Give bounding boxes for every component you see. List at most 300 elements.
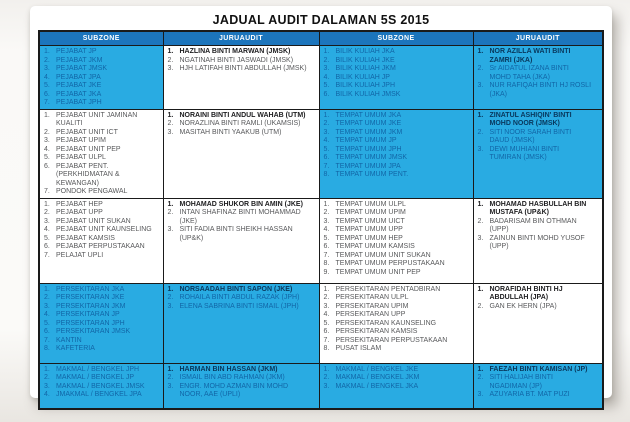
item-number: 2. <box>44 56 50 64</box>
subzone-item <box>42 112 161 129</box>
subzone-item <box>322 345 471 354</box>
item-number: 2. <box>323 294 330 301</box>
juruaudit-cell <box>163 109 319 198</box>
auditor-item <box>166 120 317 129</box>
subzone-item <box>42 252 161 261</box>
item-text: NUR RAFIQAH BINTI HJ ROSLI (JKA) <box>489 82 592 98</box>
item-number: 1. <box>44 200 50 208</box>
subzone-item <box>42 209 161 218</box>
subzone-item <box>322 328 471 337</box>
item-text: MAKMAL / BENGKEL JPH <box>56 365 140 373</box>
subzone-item <box>42 374 161 383</box>
item-text: HARMAN BIN HASSAN (JKM) <box>179 365 278 373</box>
subzone-item <box>322 269 471 278</box>
item-text: TEMPAT UMUM JPH <box>335 145 402 153</box>
item-number: 5. <box>44 82 50 89</box>
item-number: 6. <box>323 328 330 335</box>
item-text: KANTIN <box>56 336 82 344</box>
item-number: 8. <box>323 260 330 267</box>
subzone-cell <box>319 109 473 198</box>
item-text: PERSEKITARAN JMSK <box>56 328 131 335</box>
auditor-item <box>476 303 601 312</box>
item-text: TEMPAT UMUM KAMSIS <box>335 243 415 250</box>
item-number: 6. <box>323 154 330 161</box>
item-number: 2. <box>167 209 174 216</box>
item-text: SITI FADIA BINTI SHEIKH HASSAN (UP&K) <box>179 226 293 242</box>
item-number: 4. <box>44 311 50 318</box>
item-text: NORAZLINA BINTI RAMLI (UKAMSIS) <box>179 120 301 127</box>
subzone-item <box>42 311 161 320</box>
item-text: PEJABAT ULPL <box>56 154 106 161</box>
subzone-item <box>322 154 471 163</box>
auditor-item <box>166 383 317 400</box>
auditor-item <box>476 218 601 235</box>
subzone-item <box>42 91 161 100</box>
slide <box>30 6 612 398</box>
table-row <box>39 363 603 409</box>
auditor-item <box>166 129 317 138</box>
subzone-item <box>322 112 471 121</box>
item-text: ISMAIL BIN ABD RAHMAN (JKM) <box>179 374 285 381</box>
item-number: 2. <box>167 294 174 301</box>
item-number: 8. <box>323 345 330 352</box>
juruaudit-cell <box>163 363 319 409</box>
item-number: 3. <box>167 302 174 310</box>
subzone-item <box>42 243 161 252</box>
item-number: 1. <box>44 111 50 119</box>
item-number: 2. <box>44 209 50 216</box>
item-text: ZINATUL ASHIQIN' BINTI MOHD NOOR (JMSK) <box>489 111 572 127</box>
item-number: 1. <box>323 285 330 293</box>
item-text: PEJABAT PERPUSTAKAAN <box>56 243 145 250</box>
item-text: TEMPAT UMUM JMSK <box>335 154 408 161</box>
subzone-item <box>42 391 161 400</box>
item-number: 7. <box>44 336 50 344</box>
juruaudit-cell <box>473 363 603 409</box>
item-text: PEJABAT UPIM <box>56 137 106 144</box>
item-number: 1. <box>323 365 330 373</box>
subzone-item <box>322 235 471 244</box>
item-text: TEMPAT UMUM JKM <box>335 128 403 136</box>
item-number: 7. <box>323 251 330 259</box>
item-number: 5. <box>323 234 330 242</box>
item-number: 7. <box>44 188 50 195</box>
item-text: PERSEKITARAN PERPUSTAKAAN <box>335 336 448 344</box>
subzone-item <box>42 235 161 244</box>
subzone-item <box>42 154 161 163</box>
table-row <box>39 198 603 283</box>
subzone-item <box>42 345 161 354</box>
subzone-item <box>322 137 471 146</box>
item-text: PEJABAT JKA <box>56 90 102 98</box>
item-text: BILIK KULIAH JMSK <box>335 90 401 98</box>
column-header-subzone-left: SUBZONE <box>39 31 163 46</box>
column-header-juruaudit-right: JURUAUDIT <box>473 31 603 46</box>
item-text: TEMPAT UMUM PERPUSTAKAAN <box>335 260 445 267</box>
subzone-item <box>322 294 471 303</box>
item-number: 4. <box>44 226 50 233</box>
subzone-item <box>42 286 161 295</box>
item-text: PUSAT ISLAM <box>335 345 382 352</box>
item-text: BILIK KULIAH JKA <box>335 48 395 55</box>
subzone-item <box>322 209 471 218</box>
item-number: 4. <box>44 391 50 398</box>
item-text: MASITAH BINTI YAAKUB (UTM) <box>179 128 282 136</box>
item-number: 6. <box>44 243 50 250</box>
item-number: 3. <box>167 128 174 136</box>
item-text: TEMPAT UMUM UNIT SUKAN <box>335 251 431 259</box>
item-number: 3. <box>167 382 174 390</box>
item-text: BILIK KULIAH JPH <box>335 82 396 89</box>
item-text: NORSAADAH BINTI SAPON (JKE) <box>179 285 293 293</box>
juruaudit-cell <box>473 109 603 198</box>
juruaudit-cell <box>473 283 603 363</box>
audit-schedule-table <box>38 30 604 410</box>
subzone-cell <box>39 46 163 110</box>
auditor-item <box>166 112 317 121</box>
subzone-item <box>322 320 471 329</box>
item-text: PEJABAT JKE <box>56 82 102 89</box>
subzone-item <box>322 303 471 312</box>
subzone-item <box>322 226 471 235</box>
item-number: 2. <box>323 120 330 127</box>
subzone-item <box>322 129 471 138</box>
item-number: 2. <box>477 65 484 72</box>
subzone-item <box>42 218 161 227</box>
table-row <box>39 46 603 110</box>
subzone-item <box>322 146 471 155</box>
subzone-item <box>42 65 161 74</box>
item-number: 2. <box>323 56 330 64</box>
subzone-item <box>322 286 471 295</box>
item-text: PERSEKITARAN JP <box>56 311 120 318</box>
item-text: DEWI MUHIANI BINTI TUMIRAN (JMSK) <box>489 145 560 161</box>
auditor-item <box>476 129 601 146</box>
auditor-item <box>476 112 601 129</box>
item-text: TEMPAT UMUM ULPL <box>335 200 406 208</box>
item-number: 5. <box>323 82 330 89</box>
auditor-item <box>476 235 601 252</box>
item-text: TEMPAT UMUM JP <box>335 137 397 144</box>
item-text: BILIK KULIAH JKM <box>335 65 396 72</box>
item-number: 3. <box>323 382 330 390</box>
item-text: PEJABAT PENT. (PERKHIDMATAN & KEWANGAN) <box>56 162 120 187</box>
item-number: 2. <box>44 294 50 301</box>
item-text: ELENA SABRINA BINTI ISMAIL (JPH) <box>179 302 299 310</box>
item-number: 3. <box>323 65 330 72</box>
item-text: MOHAMAD SHUKOR BIN AMIN (JKE) <box>179 200 303 208</box>
item-number: 3. <box>323 217 330 225</box>
item-number: 6. <box>323 90 330 98</box>
subzone-item <box>322 201 471 210</box>
table-header <box>39 31 603 46</box>
juruaudit-cell <box>163 46 319 110</box>
item-text: PEJABAT UPP <box>56 209 103 216</box>
item-number: 5. <box>44 319 50 327</box>
item-text: MOHAMAD HASBULLAH BIN MUSTAFA (UP&K) <box>489 200 587 216</box>
juruaudit-cell <box>163 283 319 363</box>
subzone-item <box>42 337 161 346</box>
item-text: TEMPAT UMUM UNIT PEP <box>335 268 421 276</box>
item-text: TEMPAT UMUM UICT <box>335 217 405 225</box>
subzone-item <box>322 91 471 100</box>
item-text: BADARISAM BIN OTHMAN (UPP) <box>489 217 577 233</box>
item-text: PERSEKITARAN JKA <box>56 285 125 293</box>
item-number: 6. <box>44 328 50 335</box>
item-text: PONDOK PENGAWAL <box>56 188 128 195</box>
subzone-item <box>322 82 471 91</box>
item-number: 3. <box>477 391 484 398</box>
item-number: 3. <box>44 137 50 144</box>
item-number: 2. <box>44 374 50 381</box>
subzone-item <box>322 120 471 129</box>
item-number: 2. <box>477 374 484 381</box>
subzone-item <box>322 163 471 172</box>
item-text: TEMPAT UMUM JKE <box>335 120 402 127</box>
page-title: JADUAL AUDIT DALAMAN 5S 2015 <box>212 13 430 27</box>
subzone-item <box>322 311 471 320</box>
item-text: AZUYARIA BT. MAT PUZI <box>489 391 570 398</box>
item-number: 7. <box>323 336 330 344</box>
auditor-item <box>166 294 317 303</box>
subzone-item <box>322 383 471 392</box>
item-number: 1. <box>477 111 484 119</box>
auditor-item <box>476 48 601 65</box>
item-text: PERSEKITARAN PENTADBIRAN <box>335 285 441 293</box>
subzone-item <box>42 226 161 235</box>
subzone-cell <box>319 46 473 110</box>
item-number: 3. <box>167 65 174 72</box>
item-text: BILIK KULIAH JKE <box>335 56 395 64</box>
item-text: MAKMAL / BENGKEL JMSK <box>56 382 145 390</box>
item-text: MAKMAL / BENGKEL JP <box>56 374 135 381</box>
item-number: 4. <box>44 145 50 153</box>
item-number: 8. <box>323 171 330 178</box>
subzone-item <box>42 383 161 392</box>
item-number: 1. <box>167 285 174 293</box>
item-number: 7. <box>44 99 50 106</box>
juruaudit-cell <box>473 46 603 110</box>
subzone-item <box>42 303 161 312</box>
item-number: 2. <box>323 209 330 216</box>
item-text: NORAINI BINTI ANDUL WAHAB (UTM) <box>179 111 306 119</box>
item-number: 1. <box>477 48 484 55</box>
item-number: 1. <box>477 365 484 373</box>
item-text: TEMPAT UMUM UPP <box>335 226 403 233</box>
item-number: 3. <box>44 217 50 225</box>
item-number: 5. <box>323 319 330 327</box>
item-number: 2. <box>167 120 174 127</box>
item-number: 1. <box>323 111 330 119</box>
subzone-item <box>42 163 161 189</box>
item-text: PEJABAT HEP <box>56 200 103 208</box>
item-text: PEJABAT JMSK <box>56 65 108 72</box>
item-text: PEJABAT UNIT PEP <box>56 145 121 153</box>
item-text: PERSEKITARAN JKM <box>56 302 126 310</box>
item-number: 1. <box>167 365 174 373</box>
subzone-item <box>322 366 471 375</box>
subzone-cell <box>319 198 473 283</box>
item-number: 1. <box>44 365 50 373</box>
item-text: TEMPAT UMUM PENT. <box>335 171 409 178</box>
item-text: MAKMAL / BENGKEL JKA <box>335 382 419 390</box>
item-text: SITI NOOR SARAH BINTI DAUD (JMSK) <box>489 128 572 144</box>
item-number: 2. <box>477 302 484 310</box>
item-text: PEJABAT JKM <box>56 56 103 64</box>
item-text: Sr AIDATUL IZANA BINTI MOHD TAHA (JKA) <box>489 65 569 81</box>
subzone-item <box>322 171 471 180</box>
auditor-item <box>476 391 601 400</box>
subzone-item <box>322 57 471 66</box>
table-row <box>39 283 603 363</box>
subzone-item <box>42 137 161 146</box>
item-number: 1. <box>167 200 174 208</box>
item-number: 1. <box>167 111 174 119</box>
item-number: 3. <box>44 382 50 390</box>
item-number: 4. <box>323 73 330 81</box>
subzone-item <box>42 74 161 83</box>
item-text: PERSEKITARAN UPIM <box>335 302 409 310</box>
subzone-item <box>322 48 471 57</box>
item-number: 4. <box>323 311 330 318</box>
column-header-juruaudit-left: JURUAUDIT <box>163 31 319 46</box>
item-text: BILIK KULIAH JP <box>335 73 390 81</box>
auditor-item <box>166 366 317 375</box>
subzone-cell <box>319 283 473 363</box>
item-number: 3. <box>477 82 484 89</box>
item-text: PEJABAT JPH <box>56 99 102 106</box>
item-text: TEMPAT UMUM HEP <box>335 234 403 242</box>
subzone-item <box>42 48 161 57</box>
subzone-item <box>42 99 161 108</box>
item-number: 2. <box>44 128 50 136</box>
table-row <box>39 109 603 198</box>
auditor-item <box>476 82 601 99</box>
subzone-item <box>322 218 471 227</box>
item-number: 7. <box>323 162 330 170</box>
item-text: INTAN SHAFINAZ BINTI MOHAMMAD (JKE) <box>179 209 301 225</box>
item-number: 5. <box>323 145 330 153</box>
subzone-cell <box>39 283 163 363</box>
item-number: 2. <box>477 128 484 136</box>
item-number: 2. <box>477 217 484 225</box>
item-text: GAN EK HERN (JPA) <box>489 302 557 310</box>
item-number: 2. <box>167 56 174 64</box>
item-text: KAFETERIA <box>56 345 95 352</box>
column-header-subzone-right: SUBZONE <box>319 31 473 46</box>
item-number: 9. <box>323 268 330 276</box>
item-number: 7. <box>44 251 50 259</box>
item-number: 3. <box>44 302 50 310</box>
item-text: PERSEKITARAN KAMSIS <box>335 328 418 335</box>
item-number: 3. <box>477 145 484 153</box>
juruaudit-cell <box>473 198 603 283</box>
item-text: TEMPAT UMUM JPA <box>335 162 401 170</box>
juruaudit-cell <box>163 198 319 283</box>
item-number: 3. <box>477 234 484 242</box>
subzone-item <box>42 320 161 329</box>
subzone-item <box>42 201 161 210</box>
item-number: 1. <box>477 285 484 293</box>
item-number: 1. <box>323 48 330 55</box>
item-text: TEMPAT UMUM UPIM <box>335 209 406 216</box>
item-text: PEJABAT KAMSIS <box>56 234 115 242</box>
item-text: PERSEKITARAN ULPL <box>335 294 409 301</box>
auditor-item <box>166 286 317 295</box>
item-number: 1. <box>323 200 330 208</box>
item-number: 1. <box>167 48 174 55</box>
item-number: 1. <box>44 285 50 293</box>
item-text: NOR AZILLA WATI BINTI ZAMRI (JKA) <box>489 48 571 64</box>
item-number: 6. <box>323 243 330 250</box>
subzone-item <box>42 328 161 337</box>
subzone-item <box>322 65 471 74</box>
subzone-cell <box>319 363 473 409</box>
auditor-item <box>166 48 317 57</box>
item-text: PERSEKITARAN KAUNSELING <box>335 319 437 327</box>
auditor-item <box>476 374 601 391</box>
item-text: PERSEKITARAN JKE <box>56 294 125 301</box>
item-number: 3. <box>323 302 330 310</box>
item-number: 8. <box>44 345 50 352</box>
subzone-cell <box>39 198 163 283</box>
item-number: 5. <box>44 234 50 242</box>
subzone-item <box>42 188 161 197</box>
auditor-item <box>166 65 317 74</box>
auditor-item <box>476 286 601 303</box>
item-text: MAKMAL / BENGKEL JKE <box>335 365 419 373</box>
item-number: 4. <box>44 73 50 81</box>
item-text: NGATINAH BINTI JASWADI (JMSK) <box>179 56 294 64</box>
item-number: 6. <box>44 90 50 98</box>
item-text: ENGR. MOHD AZMAN BIN MOHD NOOR, AAE (UPLI) <box>179 382 289 398</box>
subzone-item <box>42 57 161 66</box>
subzone-item <box>322 252 471 261</box>
subzone-item <box>42 146 161 155</box>
subzone-cell <box>39 109 163 198</box>
item-number: 2. <box>323 374 330 381</box>
auditor-item <box>166 201 317 210</box>
item-text: PEJABAT JPA <box>56 73 101 81</box>
subzone-item <box>322 74 471 83</box>
auditor-item <box>476 146 601 163</box>
item-number: 1. <box>44 48 50 55</box>
item-text: SITI HALIJAH BINTI NGADIMAN (JP) <box>489 374 553 390</box>
auditor-item <box>476 65 601 82</box>
item-text: PELAJAT UPLI <box>56 251 104 259</box>
item-text: PERSEKITARAN JPH <box>56 319 125 327</box>
item-text: PEJABAT JP <box>56 48 97 55</box>
subzone-item <box>322 337 471 346</box>
item-number: 3. <box>323 128 330 136</box>
item-text: ROHAILA BINTI ABDUL RAZAK (JPH) <box>179 294 300 301</box>
item-text: NORAFIDAH BINTI HJ ABDULLAH (JPA) <box>489 285 563 301</box>
subzone-item <box>42 366 161 375</box>
item-text: HJH LATIFAH BINTI ABDULLAH (JMSK) <box>179 65 307 72</box>
item-text: JMAKMAL / BENGKEL JPA <box>56 391 142 398</box>
item-number: 3. <box>167 226 174 233</box>
item-number: 4. <box>323 226 330 233</box>
subzone-item <box>322 374 471 383</box>
item-number: 6. <box>44 162 50 170</box>
item-text: PEJABAT UNIT SUKAN <box>56 217 131 225</box>
subzone-item <box>42 82 161 91</box>
item-number: 5. <box>44 154 50 161</box>
item-text: TEMPAT UMUM JKA <box>335 111 402 119</box>
item-text: MAKMAL / BENGKEL JKM <box>335 374 420 381</box>
item-number: 3. <box>44 65 50 72</box>
item-text: PERSEKITARAN UPP <box>335 311 406 318</box>
